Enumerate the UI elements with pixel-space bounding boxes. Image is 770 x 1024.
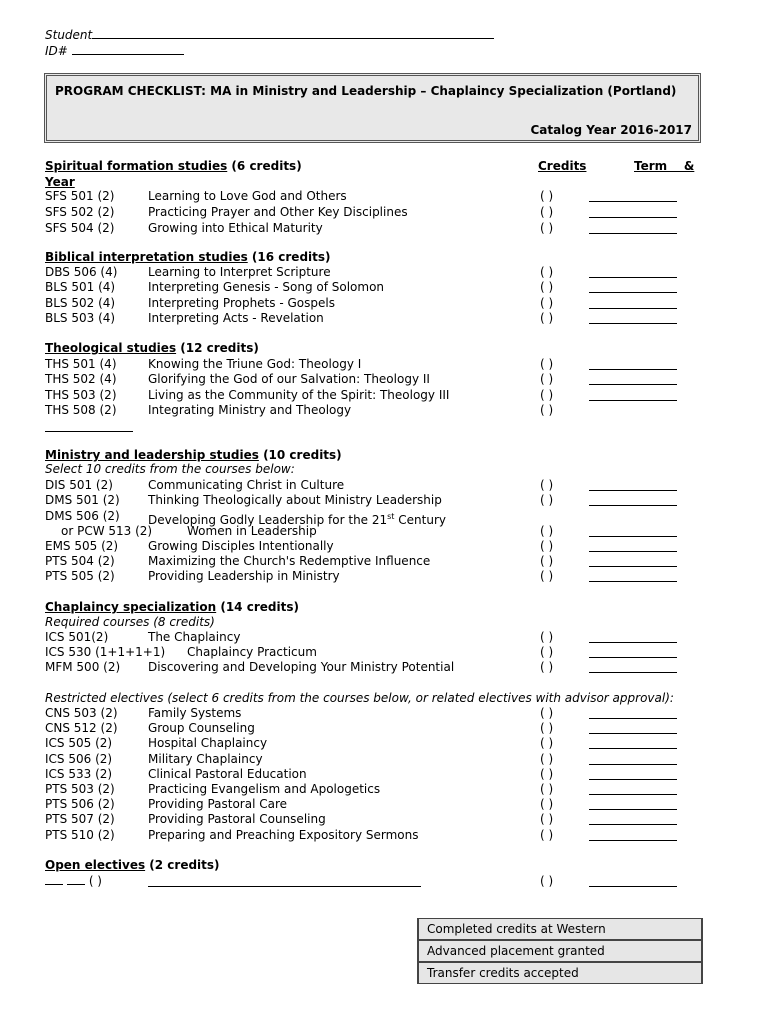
credits-checkbox[interactable]: ( ) [540,357,554,371]
course-title: Interpreting Acts - Revelation [148,310,324,325]
term-year-blank[interactable] [589,551,677,552]
credits-checkbox[interactable]: ( ) [540,478,554,492]
course-code: CNS 503 (2) [45,706,118,720]
credits-checkbox[interactable]: ( ) [540,721,554,736]
course-title: Interpreting Genesis - Song of Solomon [148,280,385,295]
course-title: Women in Leadership [187,524,317,538]
credits-checkbox[interactable]: ( ) [540,205,554,219]
section-note: Required courses (8 credits) [45,615,215,629]
credits-checkbox[interactable]: ( ) [540,387,554,402]
column-term-header: Term & [634,159,695,173]
summary-row-transfer: Transfer credits accepted [417,962,703,984]
course-code: THS 503 (2) [45,387,117,402]
course-code: SFS 502 (2) [45,205,115,219]
credits-checkbox[interactable]: ( ) [540,782,554,796]
credits-checkbox[interactable]: ( ) [540,221,554,235]
section-heading-chaplaincy: Chaplaincy specialization (14 credits) [45,600,299,614]
course-title: Maximizing the Church's Redemptive Influence [148,554,431,568]
course-code: THS 508 (2) [45,402,117,417]
section-heading-spiritual [45,159,302,174]
credits-checkbox[interactable]: ( ) [540,295,554,310]
course-code: ICS 530 (1+1+1+1) [45,645,166,659]
credits-checkbox[interactable]: ( ) [540,280,554,295]
credits-checkbox[interactable]: ( ) [540,524,554,538]
credits-summary-box [417,918,703,984]
course-code: PTS 506 (2) [45,797,115,812]
credits-checkbox[interactable]: ( ) [540,645,554,659]
credits-checkbox[interactable]: ( ) [540,189,554,203]
credits-checkbox[interactable]: ( ) [540,751,554,766]
course-code: PTS 505 (2) [45,569,115,583]
program-header [44,73,701,143]
term-year-blank[interactable] [589,809,677,810]
term-year-blank[interactable] [589,779,677,780]
course-code: BLS 501 (4) [45,280,116,295]
theology-extra-blank[interactable] [45,431,133,432]
credits-checkbox[interactable]: ( ) [540,372,554,387]
course-title: Developing Godly Leadership for the 21st Century [148,512,446,527]
course-code: BLS 503 (4) [45,310,116,325]
column-credits-header: Credits [538,159,587,173]
course-code: PTS 504 (2) [45,554,115,568]
course-code: DMS 506 (2) [45,509,120,523]
course-title: Group Counseling [148,721,255,736]
credits-checkbox[interactable]: ( ) [540,706,554,720]
term-year-blank[interactable] [589,581,677,582]
term-year-blank[interactable] [589,490,677,491]
section-credits: (6 credits) [227,159,302,173]
course-code: EMS 505 (2) [45,539,119,553]
section-title: Spiritual formation studies [45,159,228,173]
course-title: Providing Pastoral Care [148,797,288,812]
term-year-blank[interactable] [589,764,677,765]
course-title: Providing Leadership in Ministry [148,569,340,583]
credits-checkbox[interactable]: ( ) [540,827,554,842]
credits-checkbox[interactable]: ( ) [540,554,554,568]
open-elective-title-blank[interactable] [148,886,421,887]
course-title: Knowing the Triune God: Theology I [148,357,362,371]
term-year-blank[interactable] [589,748,677,749]
credits-checkbox[interactable]: ( ) [540,569,554,583]
course-code: CNS 512 (2) [45,721,118,736]
term-year-blank[interactable] [589,824,677,825]
column-year-label: Year [45,175,75,189]
term-year-blank[interactable] [589,201,677,202]
term-year-blank[interactable] [589,840,677,841]
course-title: Providing Pastoral Counseling [148,812,326,827]
course-title: Integrating Ministry and Theology [148,402,352,417]
term-year-blank[interactable] [589,794,677,795]
credits-checkbox[interactable]: ( ) [540,874,554,888]
term-year-blank[interactable] [589,369,677,370]
course-code: DBS 506 (4) [45,265,118,279]
credits-checkbox[interactable]: ( ) [540,766,554,781]
student-label: Student [45,28,93,42]
catalog-year: Catalog Year 2016-2017 [530,123,692,137]
course-code: DIS 501 (2) [45,478,113,492]
course-title: Growing into Ethical Maturity [148,221,323,235]
course-title: Communicating Christ in Culture [148,478,345,492]
course-title: Interpreting Prophets - Gospels [148,295,335,310]
credits-checkbox[interactable]: ( ) [540,265,554,279]
course-code: or PCW 513 (2) [61,524,153,538]
course-code: SFS 504 (2) [45,221,115,235]
credits-checkbox[interactable]: ( ) [540,736,554,751]
course-code: DMS 501 (2) [45,493,120,507]
course-code: ICS 505 (2) [45,736,113,751]
credits-checkbox[interactable]: ( ) [540,310,554,325]
course-title: Growing Disciples Intentionally [148,539,334,553]
course-title: Practicing Evangelism and Apologetics [148,782,381,796]
summary-row-completed: Completed credits at Western [417,918,703,940]
section-note: Select 10 credits from the courses below: [45,462,295,476]
course-title: Family Systems [148,706,242,720]
credits-checkbox[interactable]: ( ) [540,630,554,644]
term-year-blank[interactable] [589,657,677,658]
course-code: THS 502 (4) [45,372,117,387]
course-title: Military Chaplaincy [148,751,263,766]
course-code: ICS 501(2) [45,630,109,644]
term-year-blank[interactable] [589,718,677,719]
term-year-blank[interactable] [589,505,677,506]
course-title: Discovering and Developing Your Ministry Potential [148,660,455,674]
term-year-blank[interactable] [589,323,677,324]
section-heading-open: Open electives (2 credits) [45,858,220,872]
course-title: Practicing Prayer and Other Key Disciplines [148,205,408,219]
course-title: The Chaplaincy [148,630,241,644]
course-code: PTS 510 (2) [45,827,115,842]
program-title: PROGRAM CHECKLIST: MA in Ministry and Leadership – Chaplaincy Specialization (Portland) [55,84,677,98]
section-heading-biblical: Biblical interpretation studies (16 credits) [45,250,331,264]
credits-checkbox[interactable]: ( ) [540,812,554,827]
course-code: ICS 506 (2) [45,751,113,766]
open-elective-entry[interactable]: ( ) [45,874,102,889]
course-code: PTS 503 (2) [45,782,115,796]
id-field[interactable] [45,44,184,59]
course-title: Glorifying the God of our Salvation: Theology II [148,372,430,387]
section-heading-ministry: Ministry and leadership studies (10 credits) [45,448,342,462]
course-code: PTS 507 (2) [45,812,115,827]
course-code: ICS 533 (2) [45,766,113,781]
term-year-blank[interactable] [589,384,677,385]
term-year-blank[interactable] [589,277,677,278]
term-year-blank[interactable] [589,886,677,887]
course-title: Preparing and Preaching Expository Sermons [148,827,419,842]
course-code: SFS 501 (2) [45,189,115,203]
student-field[interactable] [45,28,494,43]
course-code: MFM 500 (2) [45,660,121,674]
course-title: Clinical Pastoral Education [148,766,307,781]
term-year-blank[interactable] [589,733,677,734]
credits-checkbox[interactable]: ( ) [540,539,554,553]
credits-checkbox[interactable]: ( ) [540,660,554,674]
term-year-blank[interactable] [589,400,677,401]
course-code: BLS 502 (4) [45,295,116,310]
credits-checkbox[interactable]: ( ) [540,493,554,507]
credits-checkbox[interactable]: ( ) [540,402,554,417]
course-title: Thinking Theologically about Ministry Leadership [148,493,442,507]
term-year-blank[interactable] [589,308,677,309]
course-title: Learning to Interpret Scripture [148,265,331,279]
id-label: ID# [45,44,68,58]
student-blank[interactable] [92,38,494,39]
term-year-blank[interactable] [589,217,677,218]
term-year-blank[interactable] [589,292,677,293]
credits-checkbox[interactable]: ( ) [540,797,554,812]
course-title: Learning to Love God and Others [148,189,347,203]
term-year-blank[interactable] [589,566,677,567]
id-blank[interactable] [72,54,184,55]
term-year-blank[interactable] [589,672,677,673]
course-code: THS 501 (4) [45,357,117,371]
section-heading-theological: Theological studies (12 credits) [45,341,259,355]
course-title: Living as the Community of the Spirit: Theology III [148,387,450,402]
summary-row-advanced: Advanced placement granted [417,940,703,962]
course-title: Hospital Chaplaincy [148,736,268,751]
course-title: Chaplaincy Practicum [187,645,317,659]
term-year-blank[interactable] [589,642,677,643]
restricted-note: Restricted electives (select 6 credits from the courses below, or related electives with advisor approval): [45,691,674,705]
term-year-blank[interactable] [589,233,677,234]
term-year-blank[interactable] [589,536,677,537]
